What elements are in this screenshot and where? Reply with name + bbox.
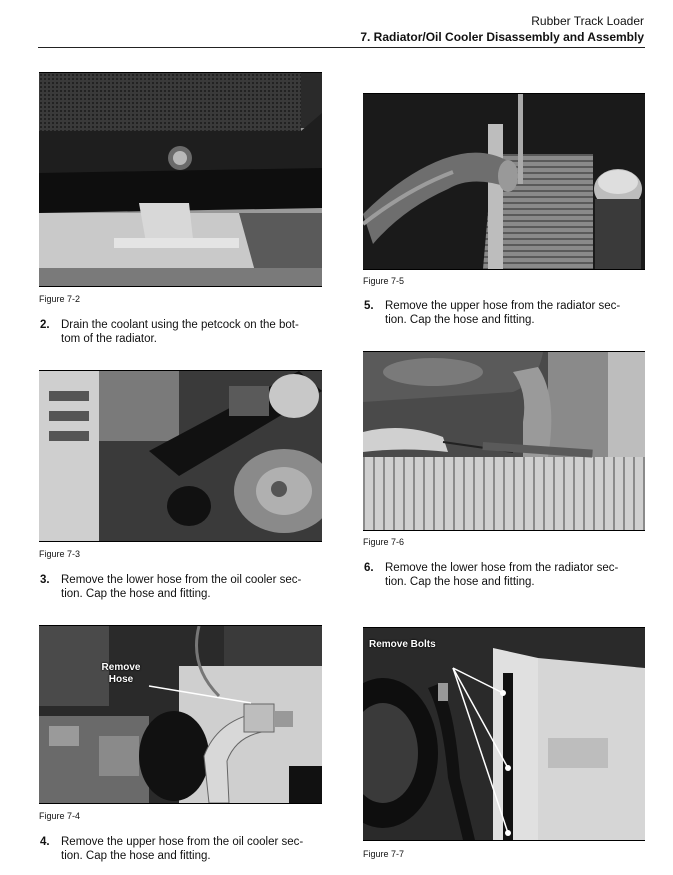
- header-rule: [38, 47, 645, 48]
- step-3: [40, 573, 330, 603]
- figure-7-7-photo: [363, 627, 645, 841]
- figure-7-4-photo: [39, 625, 322, 804]
- step-5: [364, 299, 654, 329]
- step-number: 3.: [40, 574, 50, 586]
- document-header-title: Rubber Track Loader: [531, 14, 644, 28]
- step-4: [40, 835, 330, 865]
- step-line: tion. Cap the hose and fitting.: [385, 576, 535, 588]
- step-2: [40, 318, 330, 348]
- step-text: [385, 299, 620, 327]
- step-line: tom of the radiator.: [61, 333, 157, 345]
- step-line: tion. Cap the hose and fitting.: [385, 314, 535, 326]
- figure-7-3-caption: Figure 7-3: [39, 549, 81, 559]
- figure-7-4-caption: Figure 7-4: [39, 811, 81, 821]
- step-number: 6.: [364, 562, 374, 574]
- figure-7-2-photo: [39, 72, 322, 287]
- step-line: Remove the upper hose from the oil cooler sec-: [61, 836, 304, 848]
- step-line: Remove the lower hose from the oil cooler sec-: [61, 574, 302, 586]
- step-line: Drain the coolant using the petcock on the bot-: [61, 319, 299, 331]
- step-text: [385, 561, 618, 589]
- figure-7-6-caption: Figure 7-6: [363, 537, 405, 547]
- step-text: [61, 835, 303, 863]
- step-text: [61, 318, 299, 346]
- section-title: 7. Radiator/Oil Cooler Disassembly and Assembly: [360, 30, 644, 44]
- figure-7-7-caption: Figure 7-7: [363, 849, 405, 859]
- remove-bolts-callout: Remove Bolts: [369, 639, 436, 650]
- step-number: 5.: [364, 300, 374, 312]
- figure-7-2-caption: Figure 7-2: [39, 294, 81, 304]
- figure-7-5-caption: Figure 7-5: [363, 276, 405, 286]
- step-number: 4.: [40, 836, 50, 848]
- step-text: [61, 573, 301, 601]
- step-line: Remove the upper hose from the radiator sec-: [385, 300, 621, 312]
- step-line: tion. Cap the hose and fitting.: [61, 850, 211, 862]
- step-line: tion. Cap the hose and fitting.: [61, 588, 211, 600]
- figure-7-6-photo: [363, 351, 645, 531]
- remove-hose-callout: Remove Hose: [101, 662, 141, 685]
- step-number: 2.: [40, 319, 50, 331]
- figure-7-3-photo: [39, 370, 322, 542]
- step-6: [364, 561, 654, 591]
- step-line: Remove the lower hose from the radiator sec-: [385, 562, 619, 574]
- figure-7-5-photo: [363, 93, 645, 270]
